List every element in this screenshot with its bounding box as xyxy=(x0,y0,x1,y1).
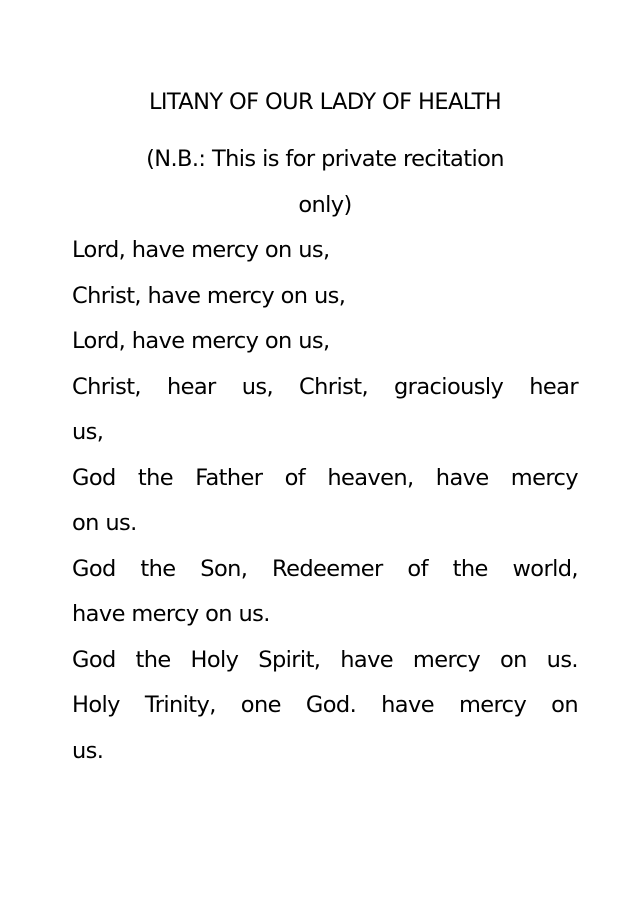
recitation-note xyxy=(72,136,578,228)
litany-line: God the Son, Redeemer of the world, xyxy=(72,555,578,582)
litany-line: us, xyxy=(72,419,104,445)
litany-lines xyxy=(72,228,578,774)
litany-line: us. xyxy=(72,737,104,764)
litany-line: God the Holy Spirit, have mercy on us. xyxy=(72,646,578,673)
litany-line: Holy Trinity, one God. have mercy on xyxy=(72,692,578,718)
litany-line: Christ, hear us, Christ, graciously hear xyxy=(72,373,578,400)
note-line: only) xyxy=(298,192,352,218)
litany-line: Christ, have mercy on us, xyxy=(72,282,346,309)
document-title: LITANY OF OUR LADY OF HEALTH xyxy=(148,89,502,115)
litany-line: God the Father of heaven, have mercy xyxy=(72,464,578,491)
litany-line: Lord, have mercy on us, xyxy=(72,237,330,263)
litany-line: have mercy on us. xyxy=(72,601,270,627)
litany-line: Lord, have mercy on us, xyxy=(72,328,330,354)
litany-line: on us. xyxy=(72,510,137,536)
note-line: (N.B.: This is for private recitation xyxy=(146,146,504,172)
litany-body xyxy=(72,228,578,774)
